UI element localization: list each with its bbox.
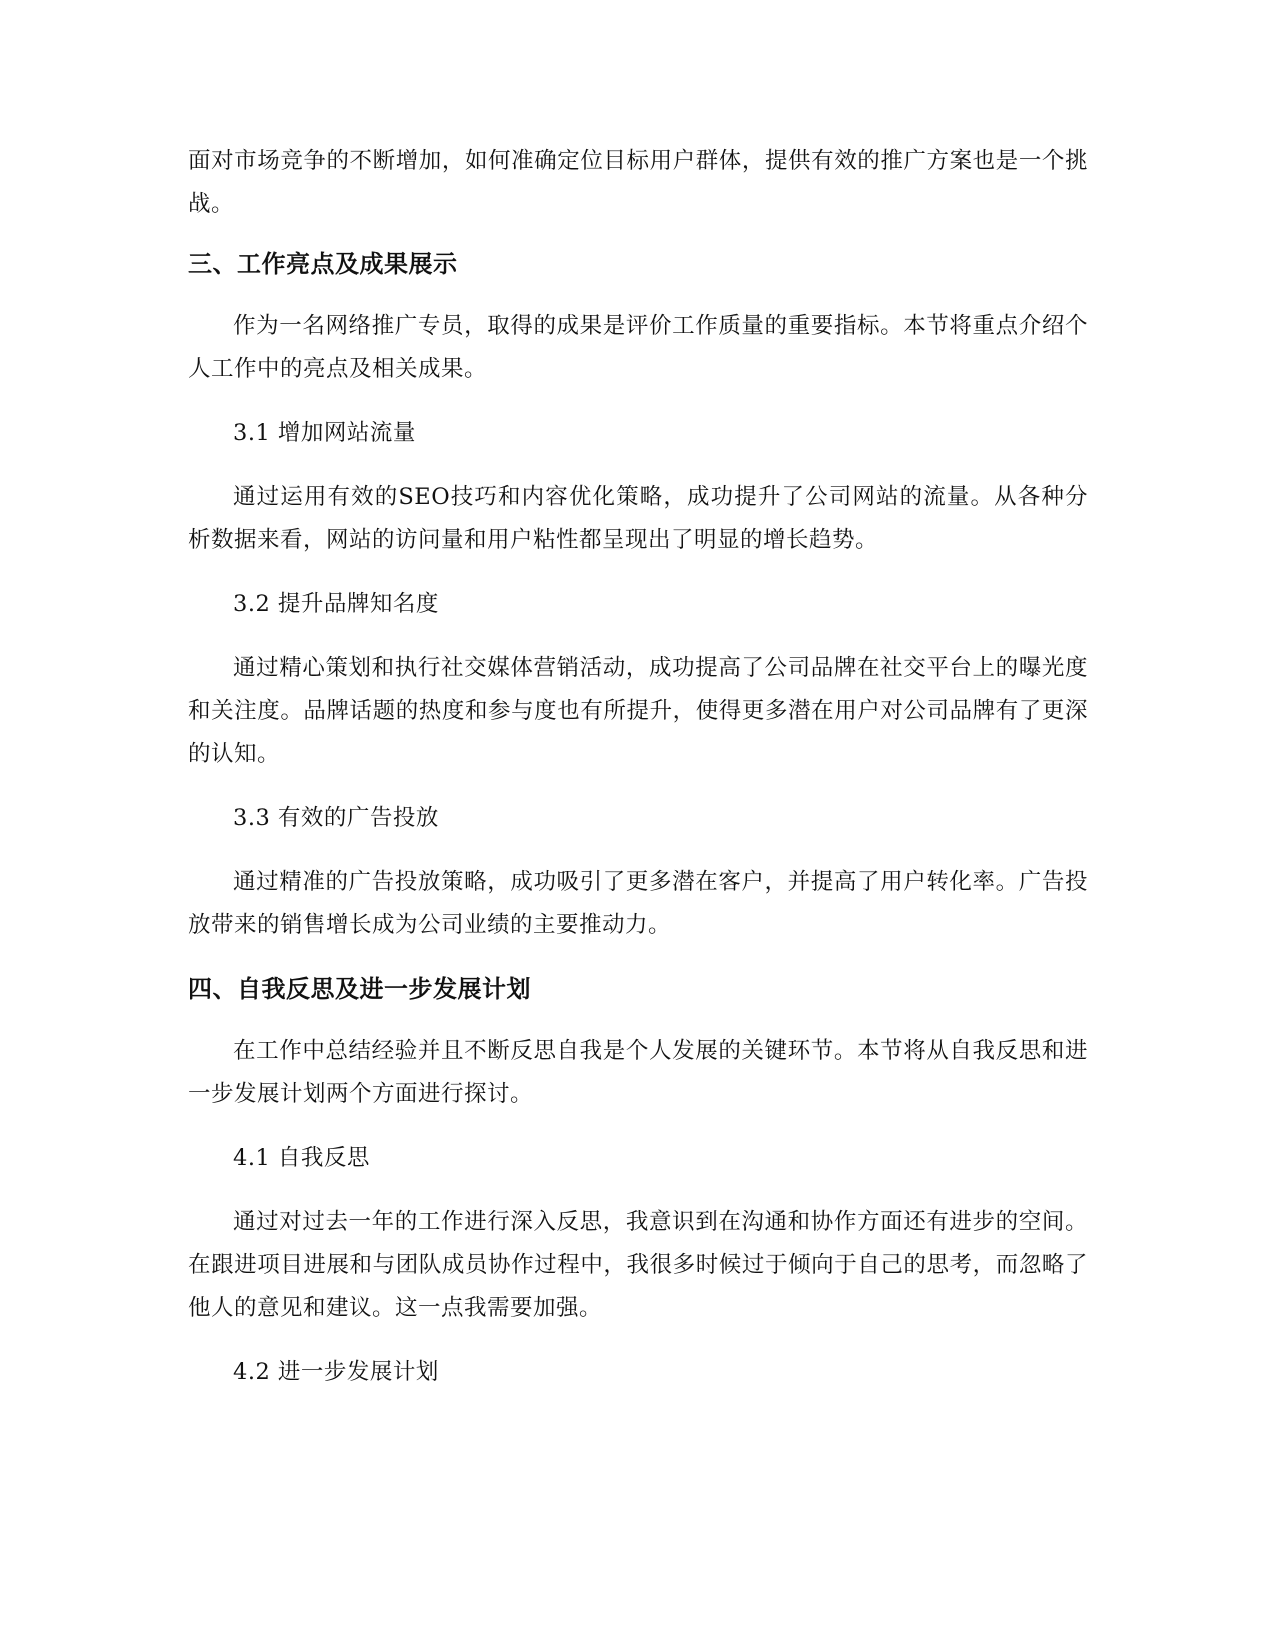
section-4-heading: 四、自我反思及进一步发展计划 <box>188 975 531 1003</box>
subsection-3-2-body: 通过精心策划和执行社交媒体营销活动，成功提高了公司品牌在社交平台上的曝光度和关注度。品牌话题的热度和参与度也有所提升，使得更多潜在用户对公司品牌有了更深的认知。 <box>188 655 1088 767</box>
subsection-4-1-title: 4.1 自我反思 <box>233 1145 370 1171</box>
subsection-3-3-body: 通过精准的广告投放策略，成功吸引了更多潜在客户，并提高了用户转化率。广告投放带来的销售增长成为公司业绩的主要推动力。 <box>188 869 1088 938</box>
document-body <box>188 140 1088 1415</box>
section-3-heading: 三、工作亮点及成果展示 <box>188 250 458 278</box>
section-4-intro: 在工作中总结经验并且不断反思自我是个人发展的关键环节。本节将从自我反思和进一步发展计划两个方面进行探讨。 <box>188 1038 1088 1107</box>
subsection-3-3-title: 3.3 有效的广告投放 <box>233 805 439 831</box>
subsection-3-1-body: 通过运用有效的SEO技巧和内容优化策略，成功提升了公司网站的流量。从各种分析数据来看，网站的访问量和用户粘性都呈现出了明显的增长趋势。 <box>188 484 1088 553</box>
intro-paragraph: 面对市场竞争的不断增加，如何准确定位目标用户群体，提供有效的推广方案也是一个挑战。 <box>188 148 1088 217</box>
subsection-3-1-title: 3.1 增加网站流量 <box>233 420 416 446</box>
section-3-intro: 作为一名网络推广专员，取得的成果是评价工作质量的重要指标。本节将重点介绍个人工作中的亮点及相关成果。 <box>188 313 1088 382</box>
subsection-4-2-title: 4.2 进一步发展计划 <box>233 1359 439 1385</box>
subsection-3-2-title: 3.2 提升品牌知名度 <box>233 591 439 617</box>
subsection-4-1-body: 通过对过去一年的工作进行深入反思，我意识到在沟通和协作方面还有进步的空间。在跟进项目进展和与团队成员协作过程中，我很多时候过于倾向于自己的思考，而忽略了他人的意见和建议。这一点我需要加强。 <box>188 1209 1088 1321</box>
